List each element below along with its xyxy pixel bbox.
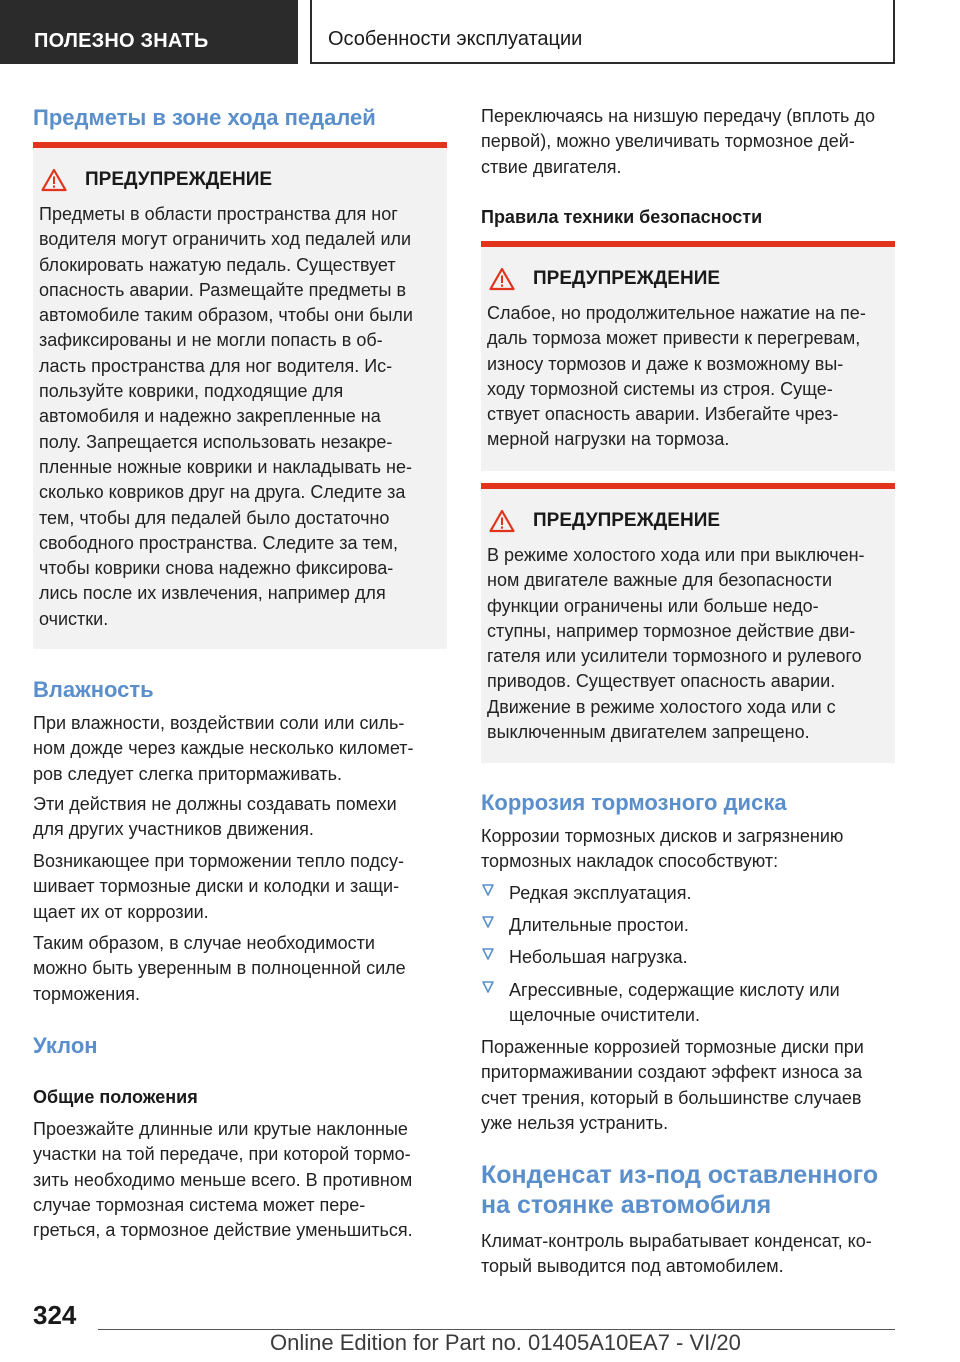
slope-paragraph: Проезжайте длинные или крутые наклонные участки на той передаче, при которой тормо- зить необходимо меньше всего. В противном случае тормозная система может пере- греться, а тормозное действие уменьшиться. [33,1119,413,1241]
humidity-paragraph-3: Возникающее при торможении тепло подсу- шивает тормозные диски и колодки и защи- щает их от коррозии. [33,851,405,922]
warning-triangle-icon [41,168,67,192]
safety-subheading: Правила техники безопасности [481,207,763,227]
gear-paragraph: Переключаясь на низшую передачу (вплоть до первой), можно увеличивать тормозное дей- ствие двигателя. [481,106,875,177]
humidity-paragraph-1: При влажности, воздействии соли или силь- ном дожде через каждые несколько километ- ров следует слегка притормаживать. [33,713,414,784]
list-item-text: Небольшая нагрузка. [509,947,688,967]
corrosion-heading: Коррозия тормозного диска [481,790,787,815]
warning-label: ПРЕДУПРЕЖДЕНИЕ [533,268,721,289]
list-item-text: Редкая эксплуатация. [509,883,692,903]
list-item-text: Длительные простои. [509,915,689,935]
triangle-bullet-icon [481,947,495,961]
list-item [481,945,895,971]
humidity-paragraph-2: Эти действия не должны создавать помехи для других участников движения. [33,794,397,840]
warning-box-brake-load [481,241,895,471]
warning-box-objects [33,142,447,649]
warning-text: В режиме холостого хода или при выключен- ном двигателе важные для безопасности функции ограничены или больше недо- ступны, например тормозное действие дви- гателя или усилители тормозного и рулевого приводов. Существует опасность аварии. Движение в режиме холостого хода или с выключенным двигателем запрещено. [487,545,865,743]
warning-triangle-icon [489,509,515,533]
triangle-bullet-icon [481,883,495,897]
warning-header [489,267,720,291]
header-chapter-title: Особенности эксплуатации [310,0,895,64]
slope-heading: Уклон [33,1033,98,1058]
list-item [481,881,895,907]
condensate-paragraph: Климат-контроль вырабатывает конденсат, ко- торый выводится под автомобилем. [481,1231,872,1277]
humidity-heading: Влажность [33,677,154,702]
warning-text: Предметы в области пространства для ног водителя могут ограничить ход педалей или блокировать нажатую педаль. Существует опасность аварии. Размещайте предметы в автомобиле таким образом, чтобы они были зафиксированы и не могли попасть в об- ласть пространства для ног водителя. Ис- пользуйте коврики, подходящие для автомобиля и надежно закрепленные на полу. Запрещается использовать незакре- пленные ножные коврики и накладывать не- сколько ковриков друг на друга. Следите за тем, чтобы для педалей было достаточно свободного пространства. Следите за тем, чтобы коврики снова надежно фиксирова- лись после их извлечения, например для очистки. [39,204,413,629]
warning-label: ПРЕДУПРЕЖДЕНИЕ [85,169,273,190]
page-number: 324 [33,1300,77,1330]
humidity-paragraph-4: Таким образом, в случае необходимости можно быть уверенным в полноценной силе торможения. [33,933,406,1004]
warning-box-idle [481,483,895,763]
warning-label: ПРЕДУПРЕЖДЕНИЕ [533,510,721,531]
list-item [481,978,895,1030]
warning-header [41,168,272,192]
corrosion-paragraph-2: Пораженные коррозией тормозные диски при притормаживании создают эффект износа за счет трения, который в большинстве случаев уже нельзя устранить. [481,1037,864,1133]
warning-text: Слабое, но продолжительное нажатие на пе- даль тормоза может привести к перегревам, износу тормозов и даже к возможному вы- ходу тормозной системы из строя. Суще- ствует опасность аварии. Избегайте чрез- мерной нагрузки на тормоза. [487,303,866,450]
header-section-label: ПОЛЕЗНО ЗНАТЬ [0,0,298,64]
condensate-heading: Конденсат из-под оставленного на стоянке автомобиля [481,1161,879,1219]
corrosion-intro: Коррозии тормозных дисков и загрязнению тормозных накладок способствуют: [481,826,844,872]
footer-edition: Online Edition for Part no. 01405A10EA7 - VI/20 [270,1330,741,1355]
triangle-bullet-icon [481,915,495,929]
list-item [481,913,895,939]
objects-heading: Предметы в зоне хода педалей [33,105,376,130]
slope-subheading: Общие положения [33,1087,198,1107]
warning-header [489,509,720,533]
warning-triangle-icon [489,267,515,291]
triangle-bullet-icon [481,980,495,994]
list-item-text: Агрессивные, содержащие кислоту или щелочные очистители. [509,980,840,1026]
